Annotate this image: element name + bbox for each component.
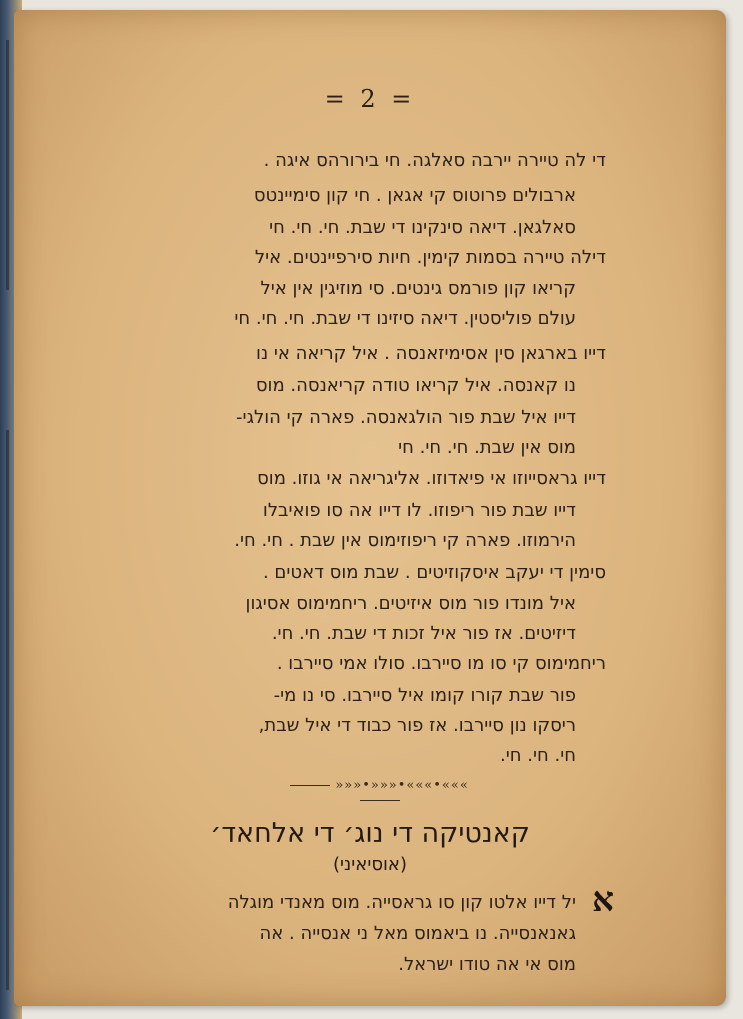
verse-line: חי. חי. חי. xyxy=(500,745,576,766)
divider-flourish: »»»•»»»•«««•««« xyxy=(335,778,469,793)
verse-line: דיזיטים. אז פור איל זכות די שבת. חי. חי. xyxy=(271,623,576,644)
song-subtitle: (אוסיאיני) xyxy=(333,854,407,875)
verse-line: מוס אין שבת. חי. חי. חי xyxy=(398,437,576,458)
drop-cap: א xyxy=(592,880,614,920)
verse-line: די לה טיירה יירבה סאלגה. חי בירורהס איגה . xyxy=(263,150,606,171)
divider-rule xyxy=(290,785,330,786)
verse-line: קריאו קון פורמס גינטים. סי מוזיגין אין איל xyxy=(260,278,576,299)
verse-line: ארבולים פרוטוס קי אגאן . חי קון סימיינטס xyxy=(253,185,576,206)
verse-line: דילה טיירה בסמות קימין. חיות סירפיינטים. איל xyxy=(254,247,606,268)
verse-line: סימין די יעקב איסקוזיטים . שבת מוס דאטים . xyxy=(262,562,606,583)
spine-thread xyxy=(6,430,9,990)
book-page xyxy=(14,10,726,1006)
verse-line: עולם פוליסטין. דיאה סיזינו די שבת. חי. חי. חי xyxy=(234,308,576,329)
page-number: = 2 = xyxy=(324,85,416,113)
verse-line: ריסקו נון סיירבו. אז פור כבוד די איל שבת, xyxy=(258,715,576,736)
verse-line: סאלגאן. דיאה סינקינו די שבת. חי. חי. חי xyxy=(269,217,576,238)
verse-line: דייו שבת פור ריפוזו. לו דייו אה סו פואיבלו xyxy=(262,500,576,521)
song-line: גאנאנסייה. נו ביאמוס מאל ני אנסייה . אה xyxy=(259,923,576,944)
verse-line: פור שבת קורו קומו איל סיירבו. סי נו מי- xyxy=(273,685,576,706)
verse-line: נו קאנסה. איל קריאו טודה קריאנסה. מוס xyxy=(255,375,576,396)
verse-line: הירמוזו. פארה קי ריפוזימוס אין שבת . חי. חי. xyxy=(234,530,576,551)
verse-line: דייו איל שבת פור הולגאנסה. פארה קי הולגי- xyxy=(236,407,576,428)
song-title: קאנטיקה די נוג׳ די אלחאד׳ xyxy=(210,818,530,849)
ornamental-divider xyxy=(272,778,487,808)
verse-line: איל מונדו פור מוס איזיטים. ריחמימוס אסיגון xyxy=(245,593,576,614)
verse-line: דייו גראסייוזו אי פיאדוזו. אליגריאה אי גוזו. מוס xyxy=(257,468,606,489)
spine-thread xyxy=(6,40,9,290)
verse-line: דייו בארגאן סין אסימיזאנסה . איל קריאה אי נו xyxy=(256,343,606,364)
song-line: יל דייו אלטו קון סו גראסייה. מוס מאנדי מוגלה xyxy=(227,892,576,913)
divider-rule xyxy=(360,800,400,801)
song-line: מוס אי אה טודו ישראל. xyxy=(398,954,576,975)
verse-line: ריחמימוס קי סו מו סיירבו. סולו אמי סיירבו . xyxy=(276,653,606,674)
